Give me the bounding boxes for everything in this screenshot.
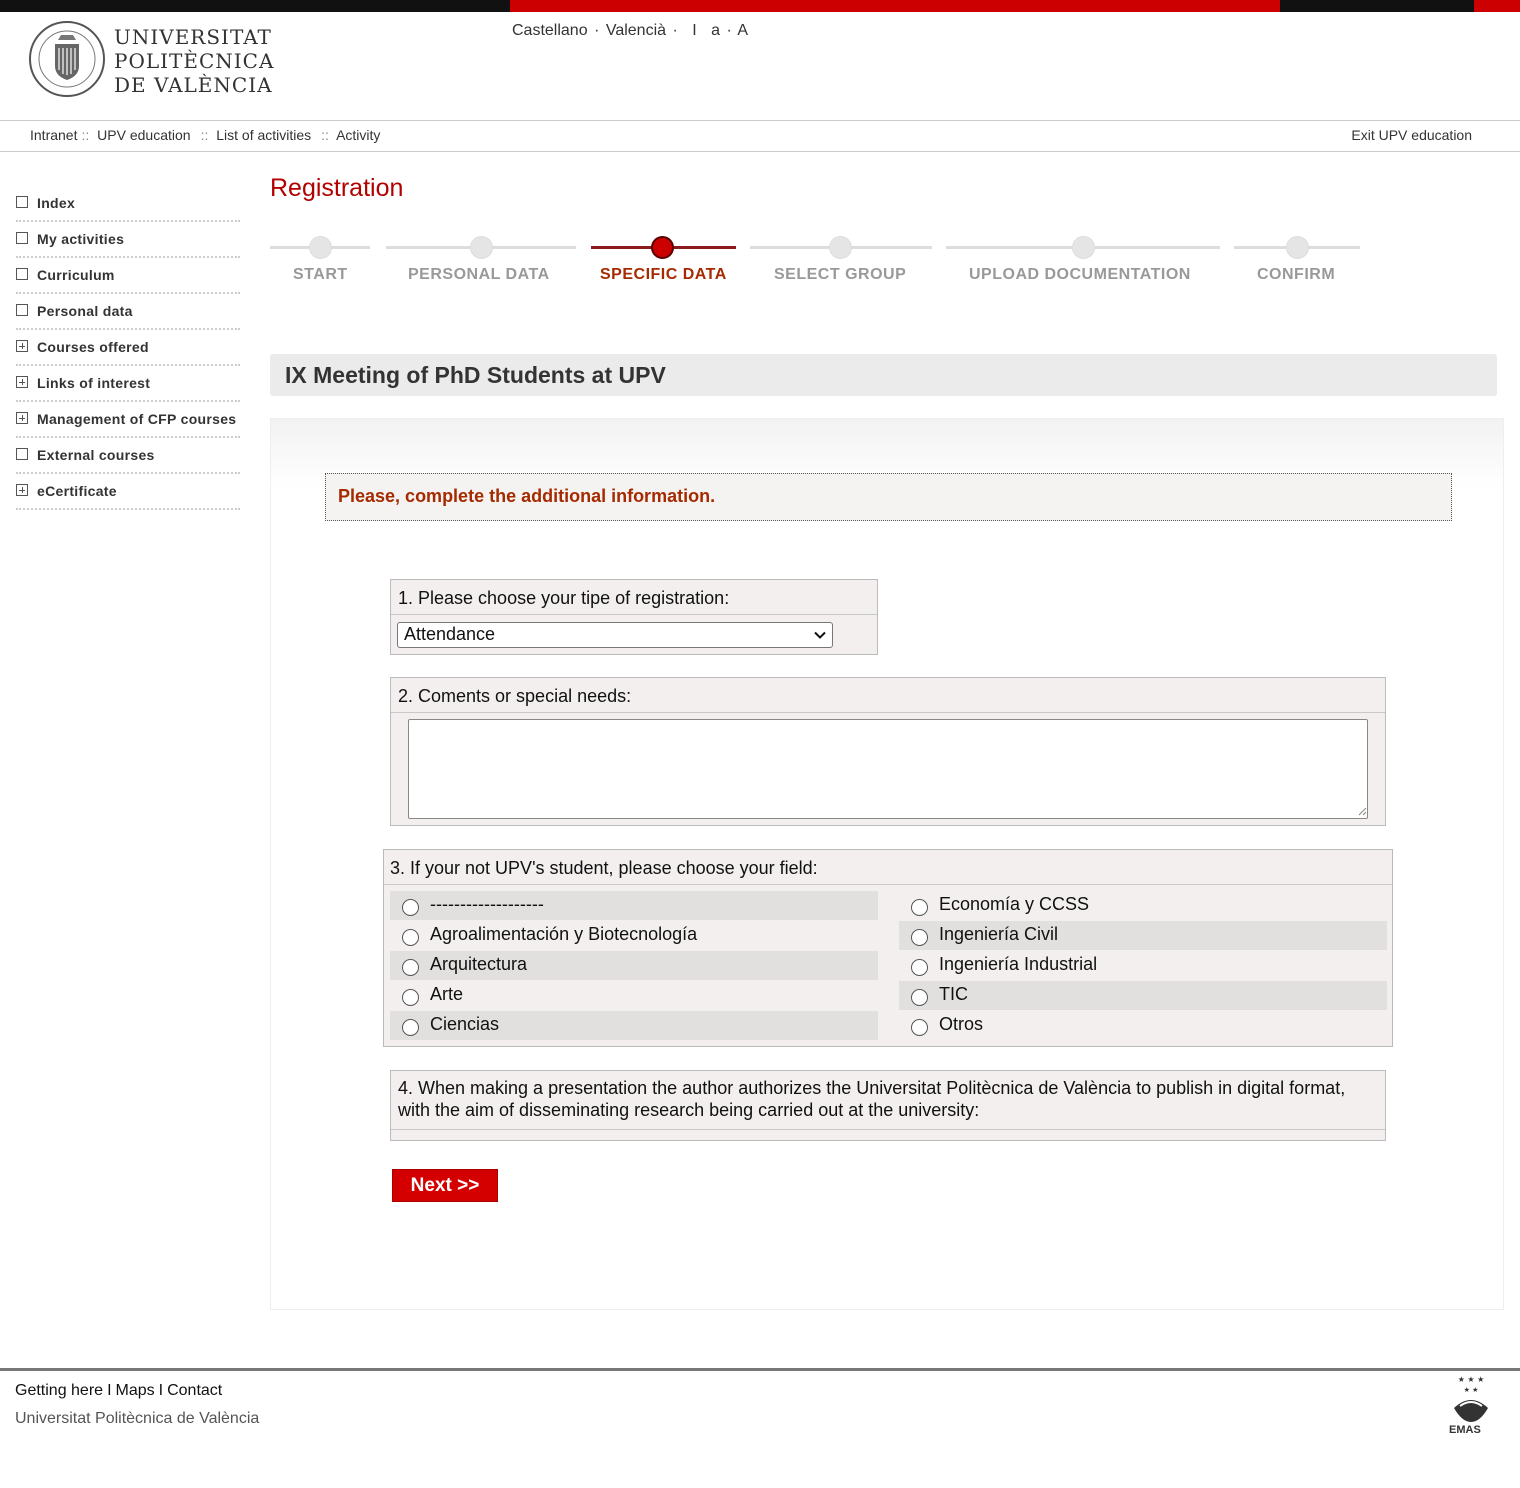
step-dot-upload-documentation (1072, 236, 1095, 259)
step-label-select-group: SELECT GROUP (774, 266, 907, 283)
top-color-bar (0, 0, 1520, 12)
field-option[interactable] (899, 891, 1387, 920)
field-option[interactable] (899, 951, 1387, 980)
sidebar-item-label: My activities (37, 231, 125, 247)
footer-link-contact[interactable]: Contact (167, 1382, 223, 1399)
expand-icon[interactable] (16, 412, 28, 424)
breadcrumb-list-of-activities[interactable]: List of activities (216, 127, 312, 143)
question-label: 4. When making a presentation the author authorizes the Universitat Politècnica de València to publish in digital format, with the aim of disseminating research being carried out at the university: (398, 1078, 1346, 1120)
sidebar-item-label: Index (37, 195, 76, 211)
breadcrumb-upv-education[interactable]: UPV education (97, 127, 191, 143)
expand-icon[interactable] (16, 340, 28, 352)
step-dot-start (309, 236, 332, 259)
notice-text: Please, complete the additional information. (338, 486, 716, 506)
checkbox-icon (16, 196, 28, 208)
option-label: Arte (430, 984, 464, 1004)
sidebar-item-my-activities[interactable] (16, 222, 240, 258)
option-label: Economía y CCSS (939, 894, 1090, 914)
question-label: 1. Please choose your tipe of registration: (398, 588, 730, 608)
info-notice (325, 473, 1452, 521)
sidebar-menu (16, 186, 240, 510)
expand-icon[interactable] (16, 484, 28, 496)
sidebar-item-links-of-interest[interactable] (16, 366, 240, 402)
step-dot-confirm (1286, 236, 1309, 259)
university-name (114, 25, 274, 97)
sidebar-item-label: Courses offered (37, 339, 149, 355)
option-label: Otros (939, 1014, 984, 1034)
separator: · (594, 22, 600, 39)
option-label: Ingeniería Industrial (939, 954, 1098, 974)
step-label-upload-documentation: UPLOAD DOCUMENTATION (969, 266, 1191, 283)
university-name-line: POLITÈCNICA (114, 49, 275, 73)
footer-links (15, 1382, 222, 1400)
radio-button[interactable] (911, 959, 928, 976)
checkbox-icon (16, 448, 28, 460)
activity-title: IX Meeting of PhD Students at UPV (285, 362, 666, 388)
sidebar-item-courses-offered[interactable] (16, 330, 240, 366)
exit-link[interactable]: Exit UPV education (1351, 127, 1472, 143)
option-label: Agroalimentación y Biotecnología (430, 924, 698, 944)
checkbox-icon (16, 232, 28, 244)
font-size-separator: I (692, 22, 697, 39)
sidebar-item-curriculum[interactable] (16, 258, 240, 294)
step-dot-personal-data (470, 236, 493, 259)
university-name-line: UNIVERSITAT (114, 25, 272, 49)
breadcrumb-separator: :: (81, 127, 90, 143)
field-option[interactable] (899, 981, 1387, 1010)
step-label-specific-data: SPECIFIC DATA (600, 266, 727, 283)
sidebar-item-label: eCertificate (37, 483, 117, 499)
sidebar-item-external-courses[interactable] (16, 438, 240, 474)
radio-button[interactable] (911, 1019, 928, 1036)
activity-header (270, 354, 1497, 396)
sidebar-item-label: Management of CFP courses (37, 411, 237, 427)
sidebar-item-label: Links of interest (37, 375, 151, 391)
option-label: Ciencias (430, 1014, 500, 1034)
sidebar-item-label: Curriculum (37, 267, 115, 283)
sidebar-item-personal-data[interactable] (16, 294, 240, 330)
sidebar-item-index[interactable] (16, 186, 240, 222)
top-bar-red-segment-right (1474, 0, 1520, 12)
university-name-line: DE VALÈNCIA (114, 73, 273, 97)
select-value: Attendance (404, 624, 496, 644)
field-option[interactable] (390, 951, 878, 980)
university-seal-icon (28, 20, 106, 98)
question-header (391, 678, 1385, 713)
step-label-start: START (293, 266, 348, 283)
separator: · (726, 22, 732, 39)
registration-stepper (270, 234, 1370, 294)
expand-icon[interactable] (16, 376, 28, 388)
comments-textarea[interactable] (408, 719, 1368, 819)
field-option[interactable] (899, 921, 1387, 950)
breadcrumb-separator: :: (200, 127, 209, 143)
footer-link-getting-here[interactable]: Getting here (15, 1382, 104, 1399)
field-option[interactable] (899, 1011, 1387, 1040)
step-label-personal-data: PERSONAL DATA (408, 266, 550, 283)
question-header (391, 580, 877, 615)
field-option[interactable] (390, 891, 878, 920)
radio-button[interactable] (402, 1019, 419, 1036)
separator: · (672, 22, 678, 39)
sidebar-item-ecertificate[interactable] (16, 474, 240, 510)
question-registration-type (390, 579, 878, 655)
radio-button[interactable] (402, 989, 419, 1006)
field-option[interactable] (390, 1011, 878, 1040)
question-authorization (390, 1070, 1386, 1141)
footer-link-maps[interactable]: Maps (115, 1382, 155, 1399)
breadcrumb (30, 127, 380, 143)
step-label-confirm: CONFIRM (1257, 266, 1336, 283)
breadcrumb-activity: Activity (336, 127, 381, 143)
sidebar-item-label: Personal data (37, 303, 133, 319)
radio-button[interactable] (911, 899, 928, 916)
radio-button[interactable] (402, 959, 419, 976)
footer-university-name: Universitat Politècnica de València (15, 1410, 260, 1427)
sidebar-item-management-cfp[interactable] (16, 402, 240, 438)
field-option[interactable] (390, 981, 878, 1010)
field-option[interactable] (390, 921, 878, 950)
resize-grip-icon[interactable] (1357, 806, 1367, 816)
question-label: 3. If your not UPV's student, please choose your field: (390, 858, 818, 878)
question-label: 2. Coments or special needs: (398, 686, 632, 706)
radio-button[interactable] (402, 899, 419, 916)
step-dot-specific-data (651, 236, 674, 259)
breadcrumb-separator: :: (321, 127, 329, 143)
university-logo[interactable] (28, 20, 275, 100)
option-label: TIC (939, 984, 968, 1004)
form-panel (270, 418, 1504, 1310)
registration-type-select[interactable] (397, 622, 833, 648)
svg-text:★ ★ ★: ★ ★ ★ (1457, 1375, 1485, 1384)
svg-text:★ ★: ★ ★ (1463, 1386, 1479, 1394)
separator: I (158, 1382, 164, 1399)
next-button[interactable]: Next >> (392, 1169, 498, 1202)
checkbox-icon (16, 268, 28, 280)
separator: I (107, 1382, 112, 1399)
footer-divider (0, 1368, 1520, 1371)
radio-button[interactable] (911, 929, 928, 946)
option-label: Arquitectura (430, 954, 528, 974)
breadcrumb-intranet[interactable]: Intranet (30, 127, 78, 143)
question-header (391, 1071, 1385, 1130)
radio-button[interactable] (402, 929, 419, 946)
step-dot-select-group (829, 236, 852, 259)
question-field (383, 849, 1393, 1047)
breadcrumb-bar (0, 120, 1520, 152)
language-valencia-link[interactable]: Valencià (605, 22, 667, 39)
language-castellano-link[interactable]: Castellano (512, 22, 588, 39)
question-header (384, 850, 1392, 885)
option-label: Ingeniería Civil (939, 924, 1059, 944)
top-bar-red-segment (510, 0, 1280, 12)
sidebar-item-label: External courses (37, 447, 155, 463)
emas-logo[interactable] (1446, 1372, 1496, 1462)
font-larger-link[interactable]: A (737, 22, 749, 39)
chevron-down-icon (814, 629, 826, 641)
language-selector (512, 22, 750, 40)
checkbox-icon (16, 304, 28, 316)
radio-button[interactable] (911, 989, 928, 1006)
option-label: ------------------- (430, 894, 544, 914)
page-title: Registration (270, 174, 404, 202)
emas-label: EMAS (1449, 1424, 1481, 1436)
emas-stars-icon (1446, 1372, 1496, 1432)
question-comments (390, 677, 1386, 826)
font-smaller-link[interactable]: a (711, 22, 721, 39)
